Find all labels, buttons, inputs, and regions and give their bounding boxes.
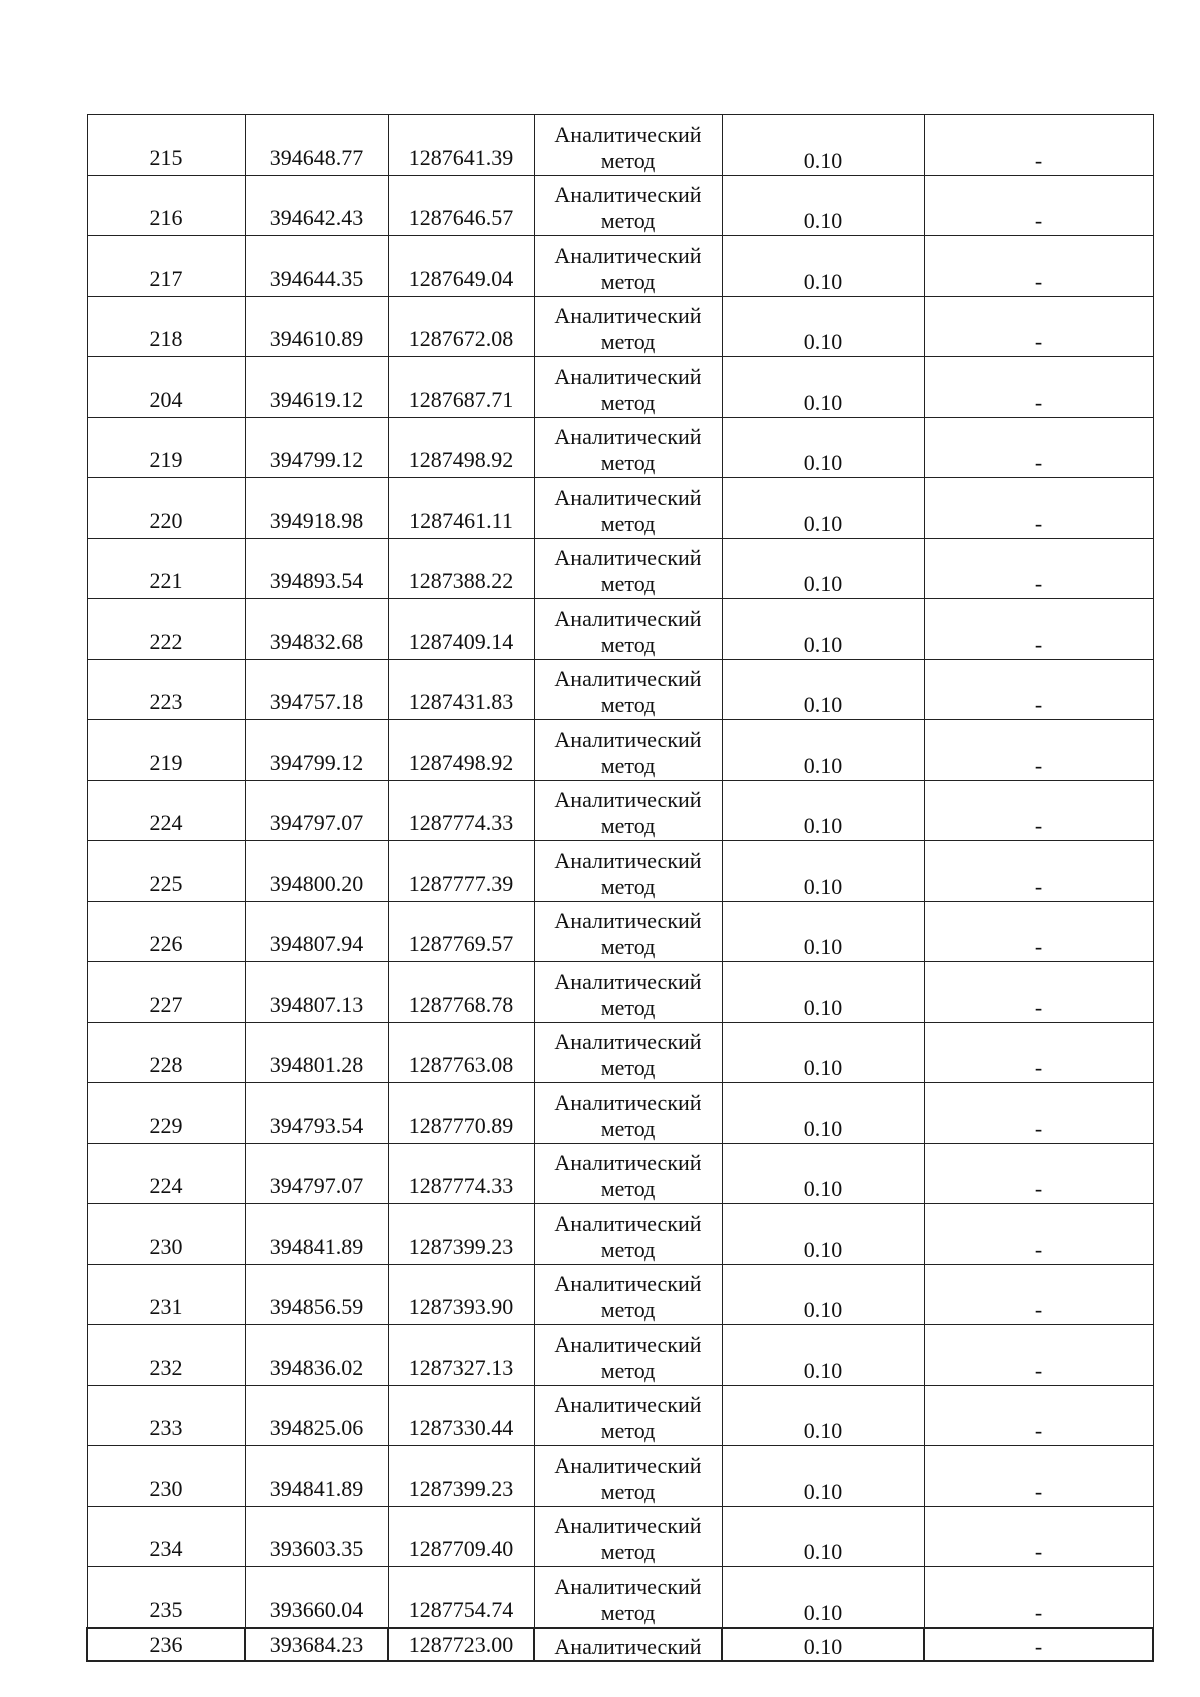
method-line-2: метод [600, 450, 656, 475]
method-line-1: Аналитический [554, 1150, 702, 1175]
x-coordinate-cell: 394757.18 [245, 659, 388, 720]
document-page [86, 114, 1152, 1662]
method-line-2: метод [600, 208, 656, 233]
method-cell [534, 357, 722, 418]
table-row [87, 478, 1153, 539]
error-cell: 0.10 [722, 115, 924, 176]
method-cell [534, 1446, 722, 1507]
table-row [87, 962, 1153, 1023]
x-coordinate-cell: 394610.89 [245, 296, 388, 357]
table-row [87, 417, 1153, 478]
method-line-1: Аналитический [554, 1452, 702, 1478]
method-cell [534, 962, 722, 1023]
point-number-cell: 222 [87, 599, 245, 660]
point-number-cell: 231 [87, 1264, 245, 1325]
note-cell: - [924, 175, 1153, 236]
note-cell: - [924, 538, 1153, 599]
method-cell [534, 115, 722, 176]
table-row [87, 1446, 1153, 1507]
method-line-1: Аналитический [554, 1513, 702, 1538]
table-row [87, 296, 1153, 357]
error-cell: 0.10 [722, 1628, 924, 1661]
x-coordinate-cell: 394619.12 [245, 357, 388, 418]
note-cell: - [924, 1022, 1153, 1083]
table-row [87, 780, 1153, 841]
y-coordinate-cell: 1287498.92 [388, 720, 534, 781]
point-number-cell: 204 [87, 357, 245, 418]
x-coordinate-cell: 394807.94 [245, 901, 388, 962]
y-coordinate-cell: 1287399.23 [388, 1204, 534, 1265]
y-coordinate-cell: 1287754.74 [388, 1567, 534, 1628]
table-row [87, 659, 1153, 720]
point-number-cell: 216 [87, 175, 245, 236]
table-row [87, 901, 1153, 962]
x-coordinate-cell: 394793.54 [245, 1083, 388, 1144]
x-coordinate-cell: 394800.20 [245, 841, 388, 902]
table-row [87, 1385, 1153, 1446]
y-coordinate-cell: 1287687.71 [388, 357, 534, 418]
point-number-cell: 230 [87, 1204, 245, 1265]
method-line-1: Аналитический [554, 1331, 702, 1357]
error-cell: 0.10 [722, 296, 924, 357]
x-coordinate-cell: 394648.77 [245, 115, 388, 176]
y-coordinate-cell: 1287774.33 [388, 780, 534, 841]
method-line-1: Аналитический [554, 726, 702, 752]
note-cell: - [924, 1385, 1153, 1446]
method-cell [534, 296, 722, 357]
y-coordinate-cell: 1287770.89 [388, 1083, 534, 1144]
method-cell [534, 1385, 722, 1446]
y-coordinate-cell: 1287461.11 [388, 478, 534, 539]
y-coordinate-cell: 1287646.57 [388, 175, 534, 236]
method-line-2: метод [600, 1176, 656, 1201]
point-number-cell: 224 [87, 1143, 245, 1204]
note-cell: - [924, 720, 1153, 781]
method-line-2: метод [600, 994, 656, 1020]
note-cell: - [924, 841, 1153, 902]
x-coordinate-cell: 394841.89 [245, 1446, 388, 1507]
point-number-cell: 215 [87, 115, 245, 176]
point-number-cell: 229 [87, 1083, 245, 1144]
method-line-1: Аналитический [554, 484, 702, 510]
point-number-cell: 221 [87, 538, 245, 599]
point-number-cell: 226 [87, 901, 245, 962]
method-line-1: Аналитический [554, 303, 702, 328]
table-row [87, 357, 1153, 418]
method-line-2: метод [600, 329, 656, 354]
point-number-cell: 219 [87, 720, 245, 781]
x-coordinate-cell: 394825.06 [245, 1385, 388, 1446]
coordinates-table [86, 114, 1154, 1662]
method-line-1: Аналитический [554, 1573, 702, 1599]
table-row [87, 538, 1153, 599]
method-line-1: Аналитический [554, 182, 702, 207]
error-cell: 0.10 [722, 1022, 924, 1083]
error-cell: 0.10 [722, 1143, 924, 1204]
y-coordinate-cell: 1287777.39 [388, 841, 534, 902]
error-cell: 0.10 [722, 1325, 924, 1386]
x-coordinate-cell: 394856.59 [245, 1264, 388, 1325]
x-coordinate-cell: 394797.07 [245, 1143, 388, 1204]
method-line-2: метод [600, 1236, 656, 1262]
method-line-2: метод [600, 934, 656, 959]
error-cell: 0.10 [722, 1506, 924, 1567]
x-coordinate-cell: 394918.98 [245, 478, 388, 539]
error-cell: 0.10 [722, 1204, 924, 1265]
method-line-1: Аналитический [554, 908, 702, 933]
method-line-1: Аналитический [554, 968, 702, 994]
method-line-1: Аналитический [554, 787, 702, 812]
point-number-cell: 230 [87, 1446, 245, 1507]
point-number-cell: 225 [87, 841, 245, 902]
method-line-2: метод [600, 873, 656, 899]
x-coordinate-cell: 394836.02 [245, 1325, 388, 1386]
error-cell: 0.10 [722, 357, 924, 418]
x-coordinate-cell: 394799.12 [245, 417, 388, 478]
point-number-cell: 217 [87, 236, 245, 297]
y-coordinate-cell: 1287649.04 [388, 236, 534, 297]
method-line-1: Аналитический [554, 363, 702, 389]
error-cell: 0.10 [722, 478, 924, 539]
method-line-2: метод [600, 1599, 656, 1625]
note-cell: - [924, 1628, 1153, 1661]
table-row [87, 1264, 1153, 1325]
note-cell: - [924, 296, 1153, 357]
method-line-2: метод [600, 631, 656, 657]
table-row [87, 175, 1153, 236]
x-coordinate-cell: 394832.68 [245, 599, 388, 660]
method-cell [534, 1264, 722, 1325]
note-cell: - [924, 417, 1153, 478]
method-line-1: Аналитический [554, 1210, 702, 1236]
point-number-cell: 233 [87, 1385, 245, 1446]
error-cell: 0.10 [722, 417, 924, 478]
method-line-1: Аналитический [554, 605, 702, 631]
y-coordinate-cell: 1287399.23 [388, 1446, 534, 1507]
method-cell [534, 1325, 722, 1386]
method-line-1: Аналитический [554, 847, 702, 873]
method-cell [534, 1083, 722, 1144]
y-coordinate-cell: 1287388.22 [388, 538, 534, 599]
y-coordinate-cell: 1287498.92 [388, 417, 534, 478]
method-cell [534, 175, 722, 236]
note-cell: - [924, 1204, 1153, 1265]
method-cell [534, 236, 722, 297]
point-number-cell: 236 [87, 1628, 245, 1661]
note-cell: - [924, 1143, 1153, 1204]
method-cell [534, 659, 722, 720]
error-cell: 0.10 [722, 659, 924, 720]
error-cell: 0.10 [722, 780, 924, 841]
error-cell: 0.10 [722, 720, 924, 781]
method-line-1: Аналитический [554, 545, 702, 570]
method-cell [534, 1567, 722, 1628]
y-coordinate-cell: 1287723.00 [388, 1628, 534, 1661]
method-line-2: метод [600, 692, 656, 717]
x-coordinate-cell: 394797.07 [245, 780, 388, 841]
table-row [87, 841, 1153, 902]
method-line-1: Аналитический [554, 121, 702, 147]
table-row [87, 1022, 1153, 1083]
x-coordinate-cell: 394644.35 [245, 236, 388, 297]
y-coordinate-cell: 1287641.39 [388, 115, 534, 176]
error-cell: 0.10 [722, 901, 924, 962]
method-cell [534, 599, 722, 660]
method-line-1: Аналитический [554, 1392, 702, 1417]
y-coordinate-cell: 1287774.33 [388, 1143, 534, 1204]
y-coordinate-cell: 1287769.57 [388, 901, 534, 962]
table-row [87, 1325, 1153, 1386]
table-row [87, 1567, 1153, 1628]
x-coordinate-cell: 394807.13 [245, 962, 388, 1023]
note-cell: - [924, 1325, 1153, 1386]
y-coordinate-cell: 1287709.40 [388, 1506, 534, 1567]
method-line-2: метод [600, 1055, 656, 1080]
method-line-2: метод [600, 571, 656, 596]
note-cell: - [924, 1446, 1153, 1507]
table-row [87, 1083, 1153, 1144]
x-coordinate-cell: 393660.04 [245, 1567, 388, 1628]
note-cell: - [924, 1264, 1153, 1325]
table-row [87, 599, 1153, 660]
error-cell: 0.10 [722, 538, 924, 599]
table-row [87, 1204, 1153, 1265]
note-cell: - [924, 659, 1153, 720]
method-cell [534, 1143, 722, 1204]
table-row [87, 1143, 1153, 1204]
method-line-2: метод [600, 510, 656, 536]
method-line-1: Аналитический [554, 1089, 702, 1115]
error-cell: 0.10 [722, 1446, 924, 1507]
method-cell [534, 538, 722, 599]
method-line-2: метод [600, 1115, 656, 1141]
note-cell: - [924, 962, 1153, 1023]
point-number-cell: 227 [87, 962, 245, 1023]
x-coordinate-cell: 394841.89 [245, 1204, 388, 1265]
method-cell [534, 1506, 722, 1567]
error-cell: 0.10 [722, 1264, 924, 1325]
x-coordinate-cell: 394642.43 [245, 175, 388, 236]
error-cell: 0.10 [722, 962, 924, 1023]
y-coordinate-cell: 1287768.78 [388, 962, 534, 1023]
method-line-1: Аналитический [554, 1271, 702, 1296]
x-coordinate-cell: 394799.12 [245, 720, 388, 781]
y-coordinate-cell: 1287393.90 [388, 1264, 534, 1325]
method-line-2: метод [600, 813, 656, 838]
method-cell [534, 720, 722, 781]
method-line-2: метод [600, 268, 656, 294]
method-cell [534, 1022, 722, 1083]
point-number-cell: 223 [87, 659, 245, 720]
method-cell [534, 478, 722, 539]
error-cell: 0.10 [722, 1567, 924, 1628]
method-cell [534, 417, 722, 478]
point-number-cell: 220 [87, 478, 245, 539]
point-number-cell: 219 [87, 417, 245, 478]
point-number-cell: 224 [87, 780, 245, 841]
y-coordinate-cell: 1287672.08 [388, 296, 534, 357]
method-line-2: метод [600, 752, 656, 778]
y-coordinate-cell: 1287330.44 [388, 1385, 534, 1446]
x-coordinate-cell: 394893.54 [245, 538, 388, 599]
method-line-2: метод [600, 1478, 656, 1504]
note-cell: - [924, 780, 1153, 841]
x-coordinate-cell: 393603.35 [245, 1506, 388, 1567]
note-cell: - [924, 1506, 1153, 1567]
table-row [87, 1506, 1153, 1567]
error-cell: 0.10 [722, 599, 924, 660]
table-row [87, 236, 1153, 297]
point-number-cell: 235 [87, 1567, 245, 1628]
coordinates-table-body [87, 115, 1153, 1661]
method-line-2: метод [600, 1297, 656, 1322]
point-number-cell: 228 [87, 1022, 245, 1083]
method-line-1: Аналитический [554, 242, 702, 268]
table-row [87, 115, 1153, 176]
error-cell: 0.10 [722, 175, 924, 236]
y-coordinate-cell: 1287763.08 [388, 1022, 534, 1083]
note-cell: - [924, 115, 1153, 176]
note-cell: - [924, 478, 1153, 539]
method-cell [534, 901, 722, 962]
x-coordinate-cell: 393684.23 [245, 1628, 388, 1661]
method-cell [534, 841, 722, 902]
note-cell: - [924, 357, 1153, 418]
table-row [87, 720, 1153, 781]
method-line-2: метод [600, 1357, 656, 1383]
point-number-cell: 218 [87, 296, 245, 357]
method-line-1: Аналитический [554, 424, 702, 449]
note-cell: - [924, 599, 1153, 660]
point-number-cell: 232 [87, 1325, 245, 1386]
note-cell: - [924, 236, 1153, 297]
error-cell: 0.10 [722, 236, 924, 297]
method-cell [534, 780, 722, 841]
method-line-2: метод [600, 1539, 656, 1564]
y-coordinate-cell: 1287327.13 [388, 1325, 534, 1386]
method-cell [534, 1204, 722, 1265]
method-line-2: метод [600, 1418, 656, 1443]
method-line-2: метод [600, 147, 656, 173]
table-row-last [87, 1628, 1153, 1661]
method-cell: Аналитический [534, 1628, 722, 1661]
note-cell: - [924, 901, 1153, 962]
method-line-1: Аналитический [554, 1029, 702, 1054]
note-cell: - [924, 1083, 1153, 1144]
error-cell: 0.10 [722, 1385, 924, 1446]
y-coordinate-cell: 1287409.14 [388, 599, 534, 660]
note-cell: - [924, 1567, 1153, 1628]
error-cell: 0.10 [722, 841, 924, 902]
point-number-cell: 234 [87, 1506, 245, 1567]
y-coordinate-cell: 1287431.83 [388, 659, 534, 720]
method-line-2: метод [600, 389, 656, 415]
error-cell: 0.10 [722, 1083, 924, 1144]
method-line-1: Аналитический [554, 666, 702, 691]
x-coordinate-cell: 394801.28 [245, 1022, 388, 1083]
